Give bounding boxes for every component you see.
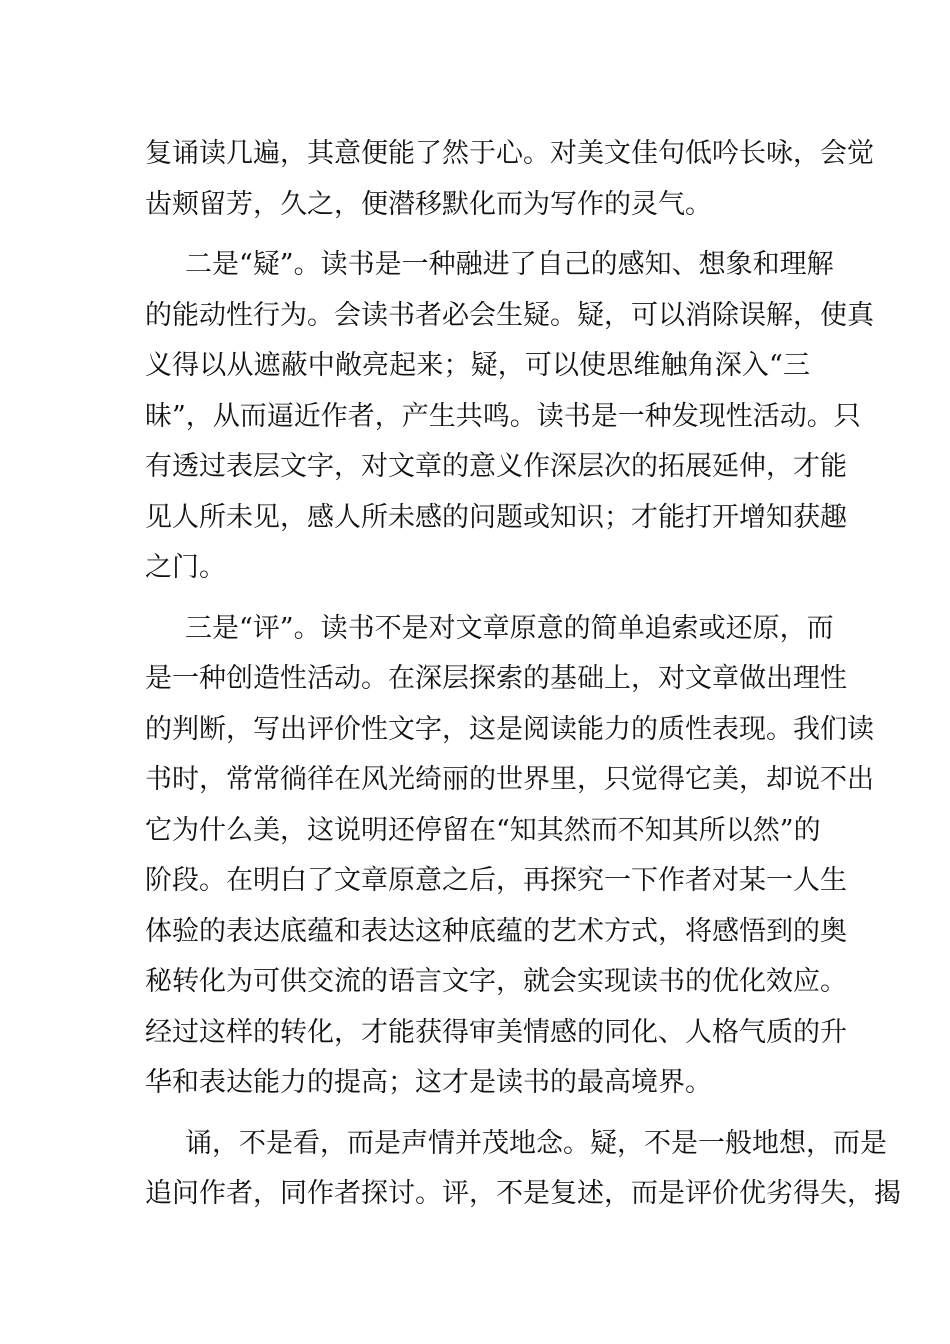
text-line: 二是“疑”。读书是一种融进了自己的感知、想象和理解 bbox=[185, 249, 834, 280]
text-line: 华和表达能力的提高；这才是读书的最高境界。 bbox=[145, 1067, 712, 1098]
text-line: 书时，常常徜徉在风光绮丽的世界里，只觉得它美，却说不出 bbox=[145, 764, 874, 795]
text-line: 经过这样的转化，才能获得审美情感的同化、人格气质的升 bbox=[145, 1016, 847, 1048]
text-line: 之门。 bbox=[145, 552, 226, 583]
text-line: 它为什么美，这说明还停留在“知其然而不知其所以然”的 bbox=[145, 814, 821, 846]
text-line: 阶段。在明白了文章原意之后，再探究一下作者对某一人生 bbox=[145, 865, 847, 896]
text-line: 义得以从遮蔽中敞亮起来；疑，可以使思维触角深入“三 bbox=[145, 350, 810, 381]
text-line: 的能动性行为。会读书者必会生疑。疑，可以消除误解，使真 bbox=[145, 299, 874, 331]
text-line: 是一种创造性活动。在深层探索的基础上，对文章做出理性 bbox=[145, 663, 847, 694]
text-line: 有透过表层文字，对文章的意义作深层次的拓展延伸，才能 bbox=[145, 451, 847, 482]
text-line: 秘转化为可供交流的语言文字，就会实现读书的优化效应。 bbox=[145, 966, 847, 997]
text-line: 昧”，从而逼近作者，产生共鸣。读书是一种发现性活动。只 bbox=[145, 400, 861, 432]
text-line: 见人所未见，感人所未感的问题或知识；才能打开增知获趣 bbox=[145, 501, 847, 533]
text-line: 的判断，写出评价性文字，这是阅读能力的质性表现。我们读 bbox=[145, 713, 874, 745]
text-line: 齿颊留芳，久之，便潜移默化而为写作的灵气。 bbox=[145, 188, 712, 220]
paragraph-doubt bbox=[145, 240, 874, 594]
text-line: 复诵读几遍，其意便能了然于心。对美文佳句低吟长咏，会觉 bbox=[145, 138, 874, 169]
document-body bbox=[145, 129, 901, 1230]
text-line: 追问作者，同作者探讨。评，不是复述，而是评价优劣得失，揭 bbox=[145, 1178, 901, 1209]
paragraph-summary bbox=[145, 1119, 901, 1220]
text-line: 诵，不是看，而是声情并茂地念。疑，不是一般地想，而是 bbox=[185, 1127, 887, 1159]
paragraph-evaluate bbox=[145, 604, 874, 1109]
text-line: 三是“评”。读书不是对文章原意的简单追索或还原，而 bbox=[185, 612, 834, 644]
paragraph-continuation bbox=[145, 129, 874, 230]
text-line: 体验的表达底蕴和表达这种底蕴的艺术方式，将感悟到的奥 bbox=[145, 915, 847, 947]
